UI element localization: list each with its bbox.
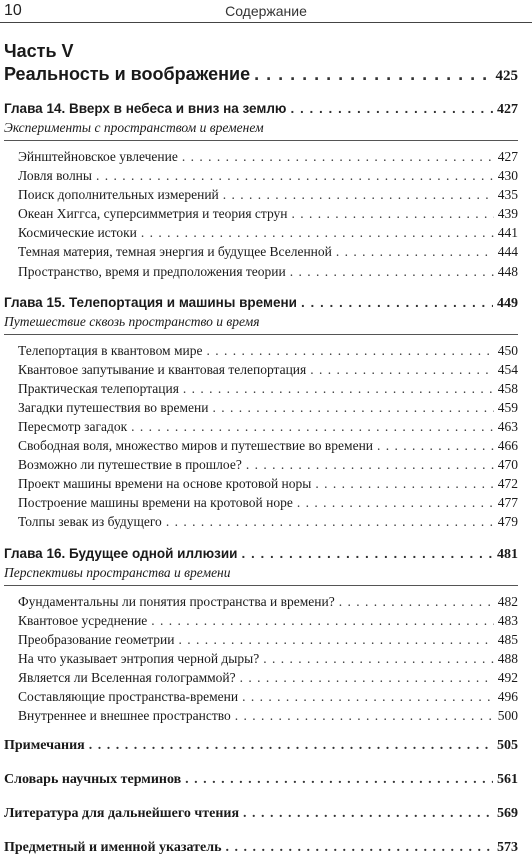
- toc-entry-title: Свободная воля, множество миров и путешествие во времени: [18, 438, 374, 453]
- leader-dots: [151, 613, 493, 629]
- leader-dots: [254, 64, 491, 85]
- chapter-subtitle: Путешествие сквозь пространство и время: [4, 314, 260, 329]
- toc-entry[interactable]: [18, 244, 518, 260]
- toc-entry-title: Космические истоки: [18, 225, 137, 240]
- toc-entry[interactable]: [18, 670, 518, 686]
- part-label: Часть V: [4, 41, 74, 61]
- chapter-title: Глава 16. Будущее одной иллюзии: [4, 546, 238, 561]
- toc-entry-title: Телепортация в квантовом мире: [18, 343, 203, 358]
- back-matter-title: Словарь научных терминов: [4, 772, 182, 787]
- leader-dots: [141, 225, 494, 241]
- toc-entry[interactable]: [18, 225, 518, 241]
- toc-entry-page: 448: [497, 264, 518, 279]
- toc-entry-page: 459: [497, 400, 518, 415]
- leader-dots: [297, 495, 494, 511]
- leader-dots: [212, 400, 493, 416]
- leader-dots: [240, 670, 494, 686]
- back-matter-title: Примечания: [4, 738, 85, 753]
- toc-entry[interactable]: [18, 400, 518, 416]
- toc-entry-page: 485: [497, 632, 518, 647]
- toc-entry-title: На что указывает энтропия черной дыры?: [18, 651, 260, 666]
- toc-entry-page: 466: [497, 438, 518, 453]
- toc-entry-title: Возможно ли путешествие в прошлое?: [18, 457, 242, 472]
- toc-entry[interactable]: [18, 651, 518, 667]
- leader-dots: [185, 772, 493, 788]
- divider: [4, 334, 518, 335]
- toc-entry-page: 427: [497, 149, 518, 164]
- toc-entry-title: Внутреннее и внешнее пространство: [18, 708, 231, 723]
- divider: [4, 140, 518, 141]
- toc-entry-page: 439: [497, 206, 518, 221]
- toc-entry[interactable]: [18, 594, 518, 610]
- toc-entry[interactable]: [18, 206, 518, 222]
- leader-dots: [235, 708, 494, 724]
- back-matter-page: 569: [497, 806, 518, 821]
- leader-dots: [207, 343, 494, 359]
- toc-entry-title: Построение машины времени на кротовой норе: [18, 495, 293, 510]
- leader-dots: [246, 457, 494, 473]
- toc-entry[interactable]: [18, 495, 518, 511]
- leader-dots: [310, 362, 494, 378]
- back-matter-page: 505: [497, 738, 518, 753]
- toc-entry[interactable]: [18, 187, 518, 203]
- toc-entry[interactable]: [18, 381, 518, 397]
- toc-entry-page: 463: [497, 419, 518, 434]
- back-matter-entry[interactable]: [4, 806, 518, 822]
- toc-entry-title: Проект машины времени на основе кротовой норы: [18, 476, 312, 491]
- toc-entry-page: 488: [497, 651, 518, 666]
- back-matter-entry[interactable]: [4, 840, 518, 856]
- toc-entry-title: Ловля волны: [18, 168, 92, 183]
- back-matter-entry[interactable]: [4, 772, 518, 788]
- leader-dots: [243, 806, 493, 822]
- page-header: [0, 0, 532, 23]
- chapter-subtitle: Эксперименты с пространством и временем: [4, 120, 264, 135]
- toc-entry[interactable]: [18, 168, 518, 184]
- leader-dots: [182, 149, 494, 165]
- chapter-16-row[interactable]: [4, 546, 518, 563]
- chapter-title: Глава 14. Вверх в небеса и вниз на землю: [4, 101, 287, 116]
- toc-entry-title: Темная материя, темная энергия и будущее Вселенной: [18, 244, 332, 259]
- toc-entry-page: 458: [497, 381, 518, 396]
- chapter-page: 427: [497, 102, 518, 117]
- toc-entry-page: 483: [497, 613, 518, 628]
- back-matter-title: Предметный и именной указатель: [4, 840, 222, 855]
- toc-entry-page: 441: [497, 225, 518, 240]
- toc-entry-page: 500: [497, 708, 518, 723]
- leader-dots: [263, 651, 494, 667]
- leader-dots: [336, 244, 494, 260]
- toc-entry-title: Практическая телепортация: [18, 381, 179, 396]
- toc-entry[interactable]: [18, 149, 518, 165]
- toc-entry-page: 454: [497, 362, 518, 377]
- toc-entry[interactable]: [18, 689, 518, 705]
- toc-entry[interactable]: [18, 514, 518, 530]
- toc-entry-page: 444: [497, 244, 518, 259]
- toc-entry-page: 496: [497, 689, 518, 704]
- chapter-page: 449: [497, 296, 518, 311]
- toc-entry-title: Является ли Вселенная голограммой?: [18, 670, 236, 685]
- leader-dots: [89, 738, 493, 754]
- leader-dots: [166, 514, 494, 530]
- part-title: Реальность и воображение: [4, 64, 251, 84]
- back-matter-page: 573: [497, 840, 518, 855]
- leader-dots: [290, 101, 493, 116]
- toc-entry-title: Океан Хиггса, суперсимметрия и теория струн: [18, 206, 288, 221]
- toc-entry-page: 435: [497, 187, 518, 202]
- leader-dots: [241, 546, 493, 561]
- leader-dots: [179, 632, 494, 648]
- toc-entry-title: Фундаментальны ли понятия пространства и времени?: [18, 594, 335, 609]
- leader-dots: [242, 689, 494, 705]
- leader-dots: [301, 295, 493, 310]
- toc-entry[interactable]: [18, 476, 518, 492]
- leader-dots: [339, 594, 494, 610]
- chapter-15-row[interactable]: [4, 295, 518, 312]
- toc-entry-title: Загадки путешествия во времени: [18, 400, 209, 415]
- toc-entry-title: Составляющие пространства-времени: [18, 689, 239, 704]
- leader-dots: [377, 438, 494, 454]
- back-matter-title: Литература для дальнейшего чтения: [4, 806, 240, 821]
- toc-entry-title: Эйнштейновское увлечение: [18, 149, 178, 164]
- toc-entry-page: 479: [497, 514, 518, 529]
- chapter-subtitle: Перспективы пространства и времени: [4, 565, 231, 580]
- toc-entry-page: 450: [497, 343, 518, 358]
- back-matter-page: 561: [497, 772, 518, 787]
- toc-entry[interactable]: [18, 362, 518, 378]
- toc-entry-title: Толпы зевак из будущего: [18, 514, 162, 529]
- divider: [4, 585, 518, 586]
- leader-dots: [315, 476, 493, 492]
- toc-entry-title: Квантовое запутывание и квантовая телепортация: [18, 362, 307, 377]
- toc-entry-page: 470: [497, 457, 518, 472]
- leader-dots: [183, 381, 494, 397]
- chapter-14-row[interactable]: [4, 101, 518, 118]
- toc-entry[interactable]: [18, 708, 518, 724]
- back-matter-entry[interactable]: [4, 738, 518, 754]
- chapter-page: 481: [497, 547, 518, 562]
- part-page: 425: [495, 68, 518, 84]
- leader-dots: [226, 840, 493, 856]
- part-title-row[interactable]: [4, 64, 518, 85]
- leader-dots: [131, 419, 494, 435]
- leader-dots: [96, 168, 494, 184]
- toc-entry-page: 477: [497, 495, 518, 510]
- toc-entry[interactable]: [18, 457, 518, 473]
- toc-entry[interactable]: [18, 419, 518, 435]
- toc-entry[interactable]: [18, 632, 518, 648]
- toc-entry-title: Преобразование геометрии: [18, 632, 175, 647]
- toc-entry[interactable]: [18, 438, 518, 454]
- toc-entry-page: 430: [497, 168, 518, 183]
- leader-dots: [292, 206, 494, 222]
- toc-entry[interactable]: [18, 264, 518, 280]
- toc-entry-page: 492: [497, 670, 518, 685]
- toc-entry-title: Пространство, время и предположения теории: [18, 264, 286, 279]
- leader-dots: [223, 187, 494, 203]
- page-number: 10: [4, 2, 22, 19]
- running-title: Содержание: [225, 3, 307, 19]
- toc-entry-page: 482: [497, 594, 518, 609]
- toc-entry[interactable]: [18, 613, 518, 629]
- toc-entry-page: 472: [497, 476, 518, 491]
- chapter-title: Глава 15. Телепортация и машины времени: [4, 295, 297, 310]
- toc-entry-title: Пересмотр загадок: [18, 419, 128, 434]
- leader-dots: [290, 264, 494, 280]
- toc-entry[interactable]: [18, 343, 518, 359]
- toc-entry-title: Квантовое усреднение: [18, 613, 148, 628]
- toc-entry-title: Поиск дополнительных измерений: [18, 187, 219, 202]
